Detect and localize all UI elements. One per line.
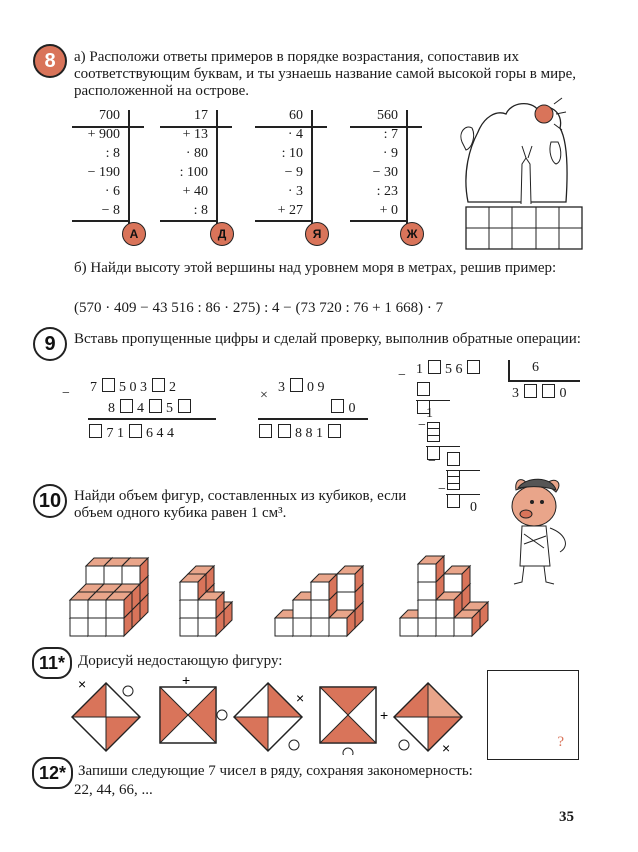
cube	[311, 574, 337, 600]
column-letter: Ж	[400, 222, 424, 246]
task-8-column	[72, 106, 152, 241]
missing-digit-box[interactable]	[290, 378, 303, 392]
digit: 8	[295, 426, 302, 441]
cube-figure-3	[275, 566, 363, 636]
column-underline	[350, 220, 406, 222]
column-row: 60	[289, 108, 303, 123]
task-12-sequence: 22, 44, 66, ...	[74, 782, 153, 798]
pattern-figures	[64, 675, 484, 755]
column-underline	[160, 220, 216, 222]
column-row: 700	[99, 108, 120, 123]
column-row: : 8	[193, 203, 208, 218]
task-8-expression: (570 · 409 − 43 516 : 86 · 275) : 4 − (73 720 : 76 + 1 668) · 7	[74, 300, 444, 316]
svg-text:+: +	[380, 707, 389, 723]
column-letter: Я	[305, 222, 329, 246]
digit: 2	[169, 380, 176, 395]
column-letter: А	[122, 222, 146, 246]
digit: 3	[512, 386, 519, 401]
column-row: · 4	[287, 127, 303, 142]
step-line	[426, 446, 460, 447]
missing-digit-box[interactable]	[328, 424, 341, 438]
missing-digit-box[interactable]	[428, 360, 441, 374]
digit: 4	[167, 426, 174, 441]
digit: 7	[106, 426, 114, 441]
digit: 9	[317, 380, 325, 395]
column-row: − 190	[87, 165, 120, 180]
task-8-number: 8	[33, 44, 67, 78]
digit: 4	[156, 426, 164, 441]
step-line	[416, 400, 450, 401]
column-underline	[350, 126, 422, 128]
column-row: 560	[377, 108, 398, 123]
digit: 0	[307, 380, 314, 395]
minus-sign: −	[428, 454, 436, 469]
task-12-text: Запиши следующие 7 чисел в ряду, сохраняя закономерность:	[78, 763, 473, 779]
minus-sign: −	[438, 482, 446, 497]
column-row: + 27	[277, 203, 303, 218]
column-row: : 100	[179, 165, 208, 180]
missing-digit-box[interactable]	[178, 399, 191, 413]
product-line	[258, 418, 368, 420]
column-row: − 30	[372, 165, 398, 180]
digit: 5	[119, 380, 126, 395]
digit: 5	[445, 362, 452, 377]
sum-line	[88, 418, 216, 420]
missing-digit-box[interactable]	[102, 378, 115, 392]
task-8-text-b: б) Найди высоту этой вершины над уровнем моря в метрах, решив пример:	[74, 260, 557, 276]
digit: 1	[416, 362, 423, 377]
cube	[418, 556, 444, 582]
digit: 0	[559, 386, 567, 401]
column-divider	[406, 110, 408, 238]
remainder: 0	[470, 500, 477, 515]
step-line	[446, 494, 480, 495]
column-underline	[72, 220, 128, 222]
task-10-text: Найди объем фигур, составленных из кубиков, если объем одного кубика равен 1 см³.	[74, 488, 407, 521]
column-row: : 8	[105, 146, 120, 161]
cube-figure-2	[180, 566, 232, 636]
column-divider	[128, 110, 130, 238]
digit: 1	[117, 426, 124, 441]
column-row: · 6	[104, 184, 120, 199]
missing-digit-box[interactable]	[417, 382, 430, 396]
column-underline	[72, 126, 144, 128]
column-row: · 80	[185, 146, 208, 161]
missing-digit-box[interactable]	[278, 424, 291, 438]
missing-digit-box[interactable]	[259, 424, 272, 438]
missing-digit-box[interactable]	[427, 428, 440, 442]
column-row: + 0	[379, 203, 398, 218]
digit: 0	[348, 401, 356, 416]
cube	[106, 592, 132, 618]
column-row: + 900	[87, 127, 120, 142]
question-mark: ?	[557, 734, 564, 750]
task-8-text-a: а) Расположи ответы примеров в порядке возрастания, сопоставив их соответствующим буквам, и ты узнаешь название самой высокой горы в мире, расположенной на острове.	[74, 49, 577, 99]
column-row: − 8	[101, 203, 120, 218]
column-row: · 9	[382, 146, 398, 161]
column-underline	[160, 126, 232, 128]
missing-digit-box[interactable]	[467, 360, 480, 374]
divisor: 6	[532, 360, 539, 375]
cube	[337, 566, 363, 592]
task-8-column	[160, 106, 240, 241]
times-sign: ×	[260, 388, 268, 403]
island-illustration	[456, 92, 586, 252]
task-8-column	[350, 106, 430, 241]
missing-digit-box[interactable]	[542, 384, 555, 398]
digit: 5	[166, 401, 173, 416]
missing-digit-box[interactable]	[524, 384, 537, 398]
svg-text:+: +	[182, 675, 191, 688]
column-divider	[216, 110, 218, 238]
page-number: 35	[559, 809, 574, 825]
svg-text:×: ×	[296, 690, 305, 706]
digit: 6	[146, 426, 153, 441]
task-11-number: 11*	[32, 647, 72, 679]
cube-figure-1	[70, 558, 148, 636]
column-row: · 3	[287, 184, 303, 199]
answer-box[interactable]	[487, 670, 579, 760]
cube	[122, 558, 148, 584]
missing-digit-box[interactable]	[120, 399, 133, 413]
minus-sign: −	[62, 386, 70, 401]
missing-digit-box[interactable]	[129, 424, 142, 438]
missing-digit-box[interactable]	[447, 494, 460, 508]
digit: 6	[455, 362, 463, 377]
column-row: − 9	[284, 165, 303, 180]
missing-digit-box[interactable]	[152, 378, 165, 392]
missing-digit-box[interactable]	[447, 476, 460, 490]
svg-text:×: ×	[442, 740, 451, 755]
svg-text:×: ×	[78, 676, 87, 692]
missing-digit-box[interactable]	[331, 399, 344, 413]
column-row: + 13	[182, 127, 208, 142]
digit: 8	[305, 426, 313, 441]
column-underline	[255, 126, 327, 128]
missing-digit-box[interactable]	[89, 424, 102, 438]
missing-digit-box[interactable]	[447, 452, 460, 466]
digit: 1	[316, 426, 323, 441]
division-bar	[508, 360, 510, 380]
missing-digit-box[interactable]	[149, 399, 162, 413]
task-12-number: 12*	[32, 757, 73, 789]
step-line	[446, 470, 480, 471]
task-10-number: 10	[33, 484, 67, 518]
task-11-text: Дорисуй недостающую фигуру:	[78, 653, 283, 669]
column-row: + 40	[182, 184, 208, 199]
column-underline	[255, 220, 311, 222]
digit: 3	[140, 380, 147, 395]
minus-sign: −	[418, 418, 426, 433]
digit: 8	[108, 401, 115, 416]
digit: 0	[129, 380, 137, 395]
digit: 3	[278, 380, 285, 395]
digit: 7	[90, 380, 97, 395]
cube-figure-4	[400, 556, 488, 636]
column-row: : 23	[376, 184, 398, 199]
column-letter: Д	[210, 222, 234, 246]
division-bar	[508, 380, 580, 382]
column-row: : 10	[281, 146, 303, 161]
digit: 4	[137, 401, 144, 416]
column-divider	[311, 110, 313, 238]
task-9-number: 9	[33, 327, 67, 361]
task-8-column	[255, 106, 335, 241]
minus-sign: −	[398, 368, 406, 383]
column-row: 17	[194, 108, 208, 123]
column-row: : 7	[383, 127, 398, 142]
cube-figures	[60, 520, 510, 650]
cube	[198, 592, 224, 618]
task-9-text: Вставь пропущенные цифры и сделай проверку, выполнив обратные операции:	[74, 331, 581, 347]
cube	[444, 566, 470, 592]
